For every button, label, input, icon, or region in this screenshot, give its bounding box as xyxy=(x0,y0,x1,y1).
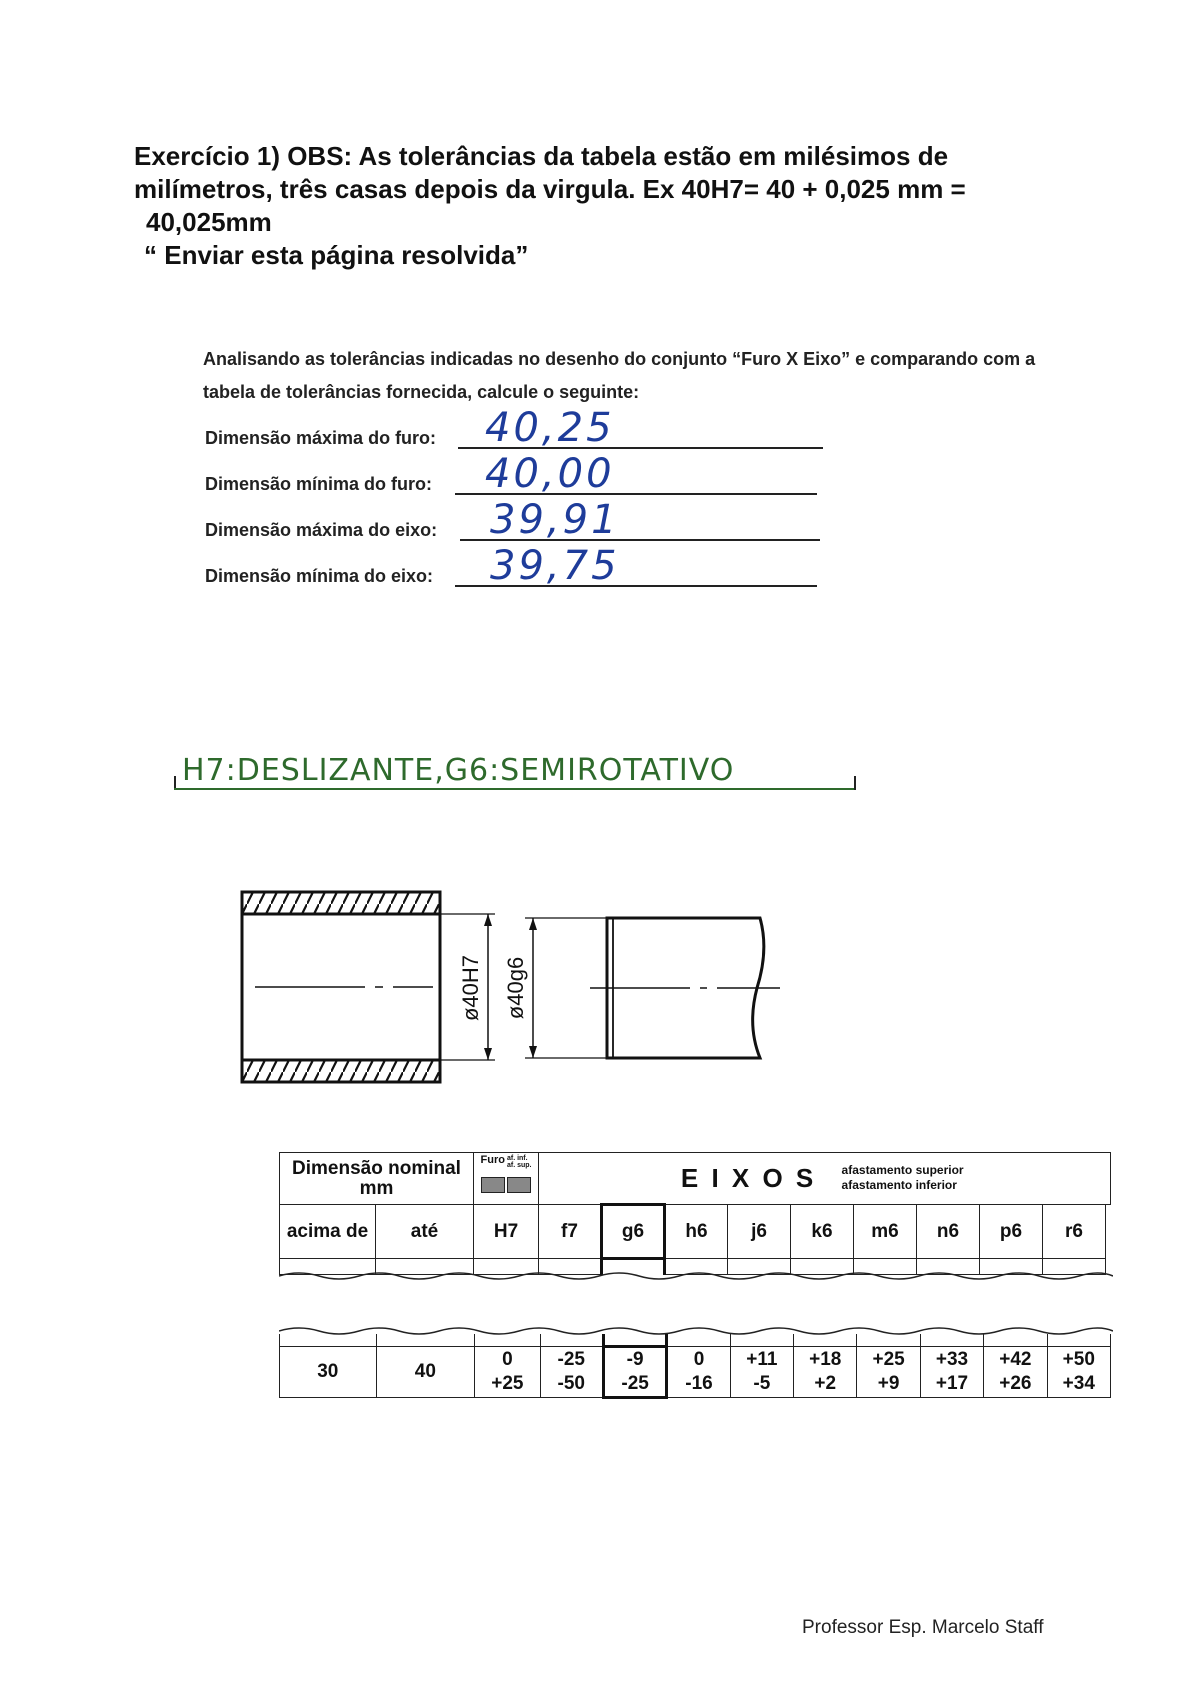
answer-min-shaft[interactable]: 39,75 xyxy=(490,543,620,589)
cell-r6: +50 +34 xyxy=(1047,1346,1110,1397)
handwritten-note xyxy=(170,752,860,792)
cell-p6: +42 +26 xyxy=(984,1346,1047,1397)
furo-label: Furo xyxy=(480,1154,505,1166)
answer-min-hole[interactable]: 40,00 xyxy=(485,451,615,497)
col-p6: p6 xyxy=(980,1205,1043,1259)
cell-k6: +18 +2 xyxy=(794,1346,857,1397)
footer-author: Professor Esp. Marcelo Staff xyxy=(802,1617,1044,1638)
cell-g6: -9 -25 xyxy=(603,1346,666,1397)
eixos-sub-superior: afastamento superior xyxy=(841,1163,964,1177)
col-f7: f7 xyxy=(539,1205,602,1259)
hole-part xyxy=(242,892,495,1082)
question-min-hole xyxy=(205,451,825,501)
note-line xyxy=(174,788,856,790)
note-text[interactable]: H7:DESLIZANTE,G6:SEMIROTATIVO xyxy=(182,753,735,788)
header-line-1: Exercício 1) OBS: As tolerâncias da tabela estão em milésimos de xyxy=(134,141,949,171)
col-ate: até xyxy=(376,1205,474,1259)
col-h6: h6 xyxy=(665,1205,728,1259)
header-line-3: 40,025mm xyxy=(146,207,272,237)
nominal-header-label: Dimensão nominal xyxy=(292,1157,461,1179)
answer-max-hole[interactable]: 40,25 xyxy=(485,405,615,451)
table-row xyxy=(280,1346,1111,1397)
eixos-header xyxy=(539,1153,1106,1205)
intro-line-2: tabela de tolerâncias fornecida, calcule o seguinte: xyxy=(203,382,640,402)
question-label: Dimensão mínima do eixo: xyxy=(205,566,434,586)
hole-shaft-drawing xyxy=(235,880,795,1100)
hole-diameter-label: ø40H7 xyxy=(458,954,483,1022)
answer-max-shaft[interactable]: 39,91 xyxy=(490,497,620,543)
cell-acima: 30 xyxy=(280,1346,377,1397)
col-m6: m6 xyxy=(854,1205,917,1259)
cell-f7: -25 -50 xyxy=(540,1346,603,1397)
question-label: Dimensão máxima do eixo: xyxy=(205,520,438,540)
furo-header xyxy=(474,1153,539,1205)
exercise-header xyxy=(134,140,1094,272)
nominal-dimension-header xyxy=(280,1153,474,1205)
cell-ate: 40 xyxy=(376,1346,475,1397)
tolerance-table xyxy=(279,1152,1111,1275)
furo-small-2: af. sup. xyxy=(506,1162,532,1169)
col-n6: n6 xyxy=(917,1205,980,1259)
instructions xyxy=(203,343,1103,409)
question-label: Dimensão mínima do furo: xyxy=(205,474,433,494)
shaft-part xyxy=(503,918,780,1058)
cell-m6: +25 +9 xyxy=(857,1346,920,1397)
col-g6: g6 xyxy=(602,1205,665,1259)
col-j6: j6 xyxy=(728,1205,791,1259)
col-r6: r6 xyxy=(1043,1205,1106,1259)
intro-line-1: Analisando as tolerâncias indicadas no desenho do conjunto “Furo X Eixo” e comparando com a xyxy=(203,349,1036,369)
shaft-diameter-label: ø40g6 xyxy=(503,956,528,1020)
eixos-title: E I X O S xyxy=(680,1162,817,1193)
furo-legend-icon xyxy=(474,1177,538,1193)
header-line-2: milímetros, três casas depois da virgula. Ex 40H7= 40 + 0,025 mm = xyxy=(134,174,966,204)
cell-j6: +11 -5 xyxy=(730,1346,793,1397)
cell-H7: 0 +25 xyxy=(475,1346,540,1397)
question-label: Dimensão máxima do furo: xyxy=(205,428,437,448)
question-max-hole xyxy=(205,405,825,455)
hole-hatch-bottom xyxy=(242,1060,440,1082)
nominal-header-unit: mm xyxy=(359,1177,394,1199)
header-line-4: “ Enviar esta página resolvida” xyxy=(144,240,529,270)
note-tick-right xyxy=(854,776,856,790)
cell-n6: +33 +17 xyxy=(920,1346,983,1397)
table-header-row-1 xyxy=(280,1153,1111,1205)
table-break-wave-top xyxy=(279,1270,1113,1284)
col-k6: k6 xyxy=(791,1205,854,1259)
furo-small-1: af. inf. xyxy=(506,1155,528,1162)
hole-hatch-top xyxy=(242,892,440,914)
eixos-sub-inferior: afastamento inferior xyxy=(841,1178,957,1192)
question-min-shaft xyxy=(205,543,825,593)
col-acima-de: acima de xyxy=(280,1205,376,1259)
cell-h6: 0 -16 xyxy=(667,1346,730,1397)
table-header-row-2 xyxy=(280,1205,1111,1259)
question-max-shaft xyxy=(205,497,825,547)
col-H7: H7 xyxy=(474,1205,539,1259)
tolerance-table-data xyxy=(279,1334,1111,1399)
